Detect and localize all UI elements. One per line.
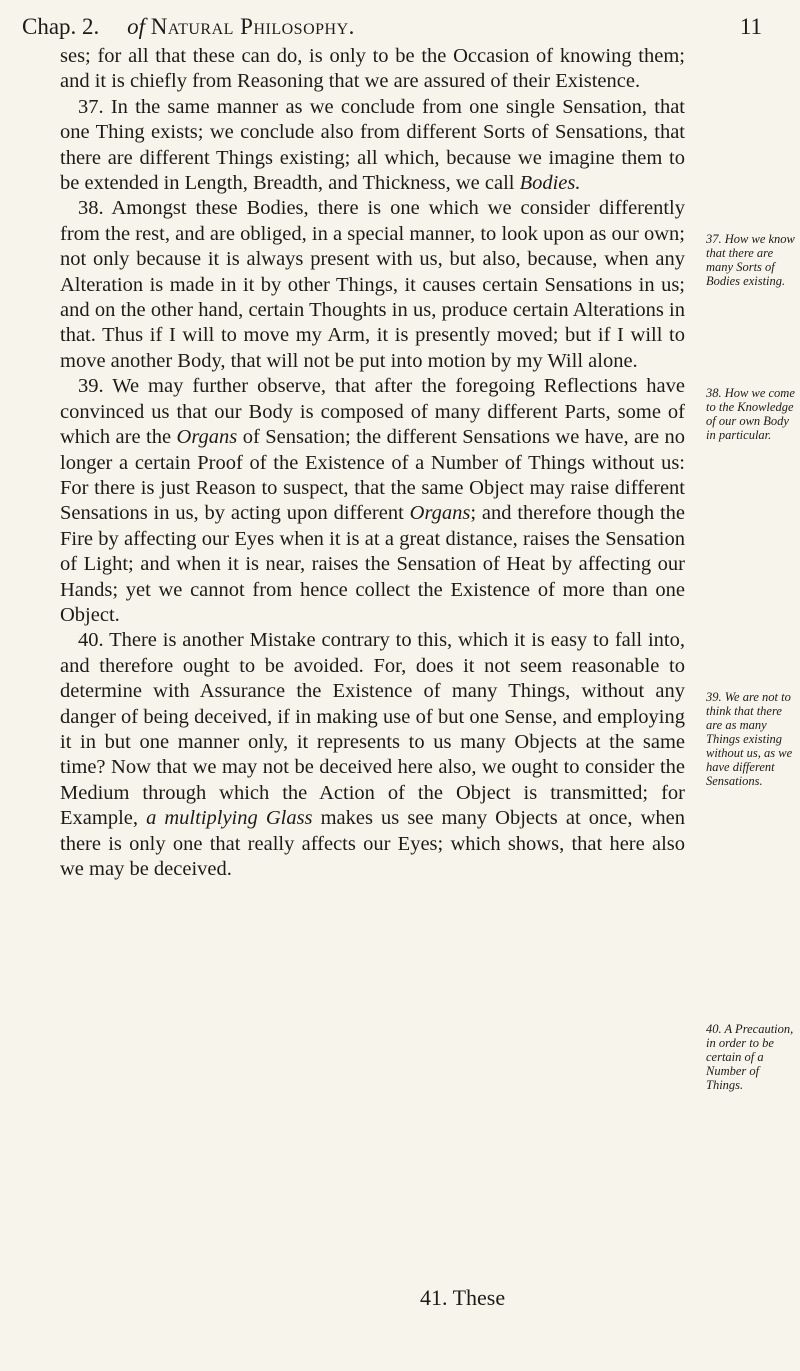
page-number: 11	[739, 14, 762, 39]
paragraph-text: 37. In the same manner as we conclude from one single Sensation, that one Thing exists; we conclude also from different Sorts of Sensations, that there are different Things existing; all which, because we imagine them to be extended in Length, Breadth, and Thickness, we call	[60, 95, 685, 195]
paragraph-text: 40. There is another Mistake contrary to this, which it is easy to fall into, and therefore ought to be avoided. For, does it not seem reasonable to determine with Assurance the Existence of many Things, without any danger of being deceived, if in making use of but one Sense, and employing it in but one manner only, it represents to us many Objects at the same time? Now that we may not be deceived here also, we ought to consider the Medium through which the Action of the Object is transmitted; for Example,	[60, 629, 685, 830]
margin-note-37: 37. How we know that there are many Sorts of Bodies existing.	[706, 232, 795, 288]
margin-note-39: 39. We are not to think that there are as many Things existing without us, as we have different Sensations.	[706, 690, 793, 788]
paragraph-text: ; and therefore though the Fire by affecting our Eyes when it is at a great distance, raises the Sensation of Light; and when it is near, raises the Sensation of Heat by affecting our Hands; yet we cannot from hence collect the Existence of more than one Object.	[60, 502, 685, 626]
main-text	[60, 44, 685, 882]
chapter-label: Chap. 2.	[22, 14, 100, 39]
paragraph-text: makes us see many Objects at once, when there is only one that really affects our Eyes; which shows, that here also we may be deceived.	[60, 807, 685, 880]
catchword: 41. These	[420, 1285, 506, 1310]
paragraph-text: ses; for all that these can do, is only to be the Occasion of knowing them; and it is chiefly from Reasoning that we are assured of their Existence.	[60, 45, 685, 93]
paragraph-continued	[60, 44, 685, 95]
italic-term: Organs	[176, 426, 238, 449]
paragraph-text: 39. We may further observe, that after the foregoing Reflections have convinced us that our Body is composed of many different Parts, some of which are the	[60, 375, 685, 449]
header-of: of	[127, 14, 145, 39]
paragraph-39	[60, 374, 685, 628]
italic-term: a multiplying Glass	[146, 807, 313, 830]
italic-term: Organs	[409, 502, 471, 525]
paragraph-text: 38. Amongst these Bodies, there is one which we consider differently from the rest, and are obliged, in a special manner, to look upon as our own; not only because it is always present with us, but also, because, when any Alteration is made in it by other Things, it causes certain Sensations in us; and on the other hand, certain Thoughts in us, produce certain Alterations in that. Thus if I will to move my Arm, it is presently moved; but if I will to move another Body, that will not be put into motion by my Will alone.	[60, 197, 685, 372]
paragraph-37	[60, 95, 685, 197]
running-header	[22, 12, 762, 42]
margin-note-40: 40. A Precaution, in order to be certain of a Number of Things.	[706, 1022, 794, 1092]
paragraph-text: of Sensation; the different Sensations we have, are no longer a certain Proof of the Existence of a Number of Things without us: For there is just Reason to suspect, that the same Object may raise different Sensations in us, by acting upon different	[60, 426, 685, 525]
italic-term: Bodies.	[519, 172, 581, 195]
margin-note-38: 38. How we come to the Knowledge of our own Body in particular.	[706, 386, 795, 442]
paragraph-40	[60, 628, 685, 882]
running-title: Natural Philosophy.	[150, 14, 355, 39]
paragraph-38	[60, 196, 685, 374]
